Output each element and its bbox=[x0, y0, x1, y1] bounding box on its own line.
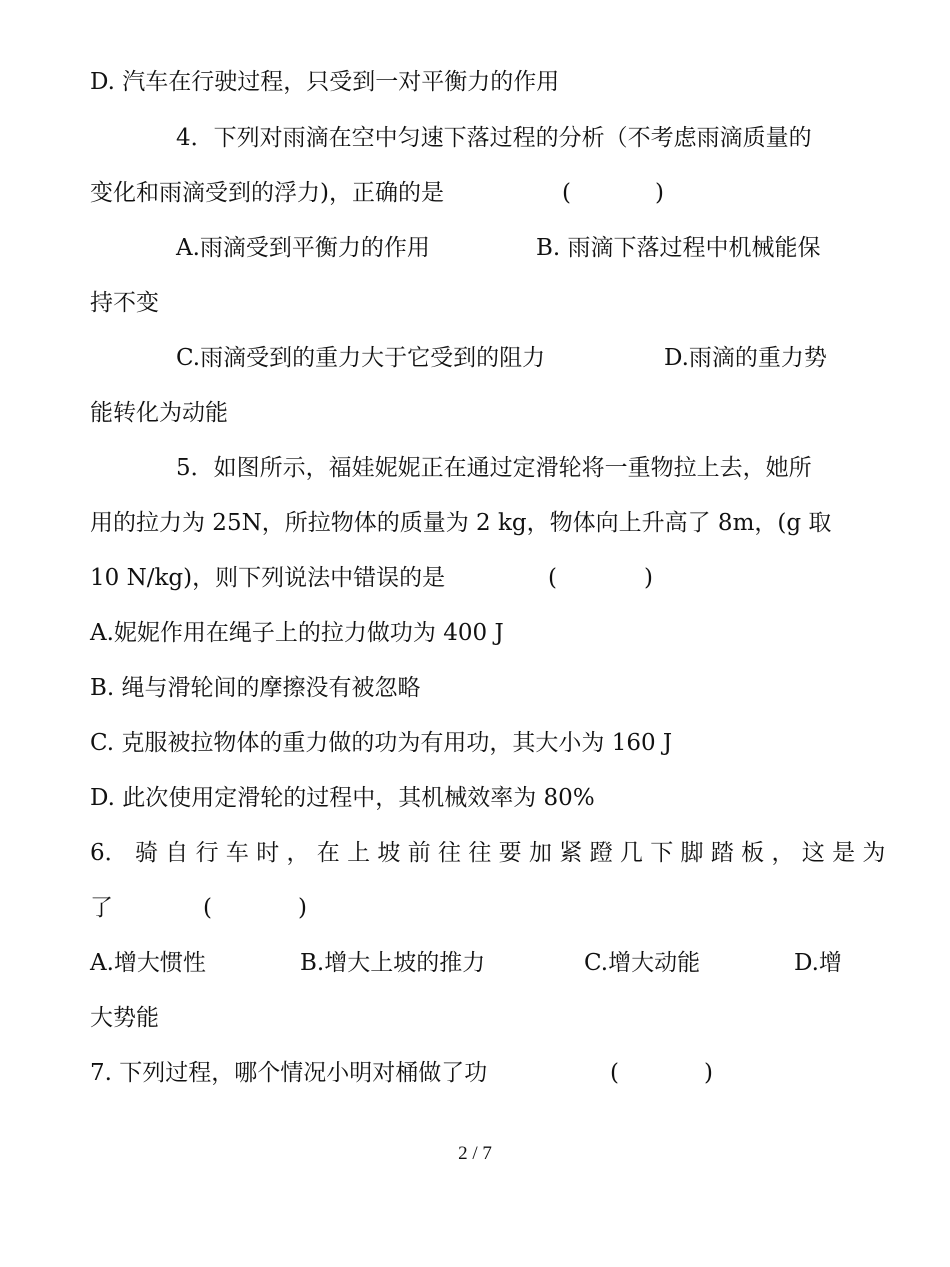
answer-bracket-close: ) bbox=[655, 180, 664, 206]
question-text: 用的拉力为 25N，所拉物体的质量为 2 kg，物体向上升高了 8m，(g 取 bbox=[90, 510, 832, 536]
option-a: A.增大惯性 bbox=[90, 950, 206, 976]
text-line bbox=[0, 560, 950, 596]
option-b: B.增大上坡的推力 bbox=[300, 950, 486, 976]
text-line bbox=[0, 670, 950, 706]
options-row bbox=[0, 340, 950, 376]
text-line bbox=[0, 725, 950, 761]
option-c: C. 克服被拉物体的重力做的功为有用功，其大小为 160 J bbox=[90, 730, 673, 756]
answer-bracket-close: ) bbox=[298, 895, 307, 921]
question-text: 6． 骑 自 行 车 时 ， 在 上 坡 前 往 往 要 加 紧 蹬 几 下 脚 踏 板 ， 这 是 为 bbox=[90, 840, 886, 866]
answer-bracket-close: ) bbox=[644, 565, 653, 591]
option-c: C.增大动能 bbox=[584, 950, 701, 976]
page-number: 2 / 7 bbox=[458, 1143, 492, 1164]
answer-bracket-open: ( bbox=[548, 565, 557, 591]
question-text: 7. 下列过程，哪个情况小明对桶做了功 bbox=[90, 1060, 488, 1086]
text-line bbox=[0, 1000, 950, 1036]
option-b: B. 绳与滑轮间的摩擦没有被忽略 bbox=[90, 675, 421, 701]
option-d: D.增 bbox=[794, 950, 842, 976]
text-line bbox=[0, 780, 950, 816]
question-7-stem bbox=[0, 1055, 950, 1091]
answer-bracket-open: ( bbox=[562, 180, 571, 206]
question-5-stem bbox=[0, 450, 950, 486]
text-line bbox=[0, 64, 950, 100]
question-text: 了 bbox=[90, 895, 113, 921]
question-6-stem bbox=[0, 835, 950, 871]
answer-bracket-open: ( bbox=[610, 1060, 619, 1086]
text-line bbox=[0, 505, 950, 541]
text-line bbox=[0, 615, 950, 651]
option-d-continued: 大势能 bbox=[90, 1005, 159, 1031]
option-b-continued: 持不变 bbox=[90, 290, 159, 316]
options-row bbox=[0, 945, 950, 981]
option-a: A.妮妮作用在绳子上的拉力做功为 400 J bbox=[90, 620, 504, 646]
option-a: A.雨滴受到平衡力的作用 bbox=[176, 235, 430, 261]
question-text: 10 N/kg)，则下列说法中错误的是 bbox=[90, 565, 446, 591]
question-text: 5．如图所示，福娃妮妮正在通过定滑轮将一重物拉上去，她所 bbox=[176, 455, 812, 481]
option-d: D. 汽车在行驶过程，只受到一对平衡力的作用 bbox=[90, 69, 560, 95]
options-row bbox=[0, 230, 950, 266]
text-line bbox=[0, 395, 950, 431]
option-d: D.雨滴的重力势 bbox=[664, 345, 827, 371]
question-4-stem bbox=[0, 120, 950, 156]
option-b: B. 雨滴下落过程中机械能保 bbox=[536, 235, 821, 261]
question-text: 4．下列对雨滴在空中匀速下落过程的分析（不考虑雨滴质量的 bbox=[176, 125, 812, 151]
option-c: C.雨滴受到的重力大于它受到的阻力 bbox=[176, 345, 546, 371]
text-line bbox=[0, 175, 950, 211]
option-d: D. 此次使用定滑轮的过程中，其机械效率为 80% bbox=[90, 785, 595, 811]
answer-bracket-close: ) bbox=[704, 1060, 713, 1086]
answer-bracket-open: ( bbox=[203, 895, 212, 921]
text-line bbox=[0, 890, 950, 926]
question-text: 变化和雨滴受到的浮力)，正确的是 bbox=[90, 180, 444, 206]
option-d-continued: 能转化为动能 bbox=[90, 400, 228, 426]
text-line bbox=[0, 285, 950, 321]
